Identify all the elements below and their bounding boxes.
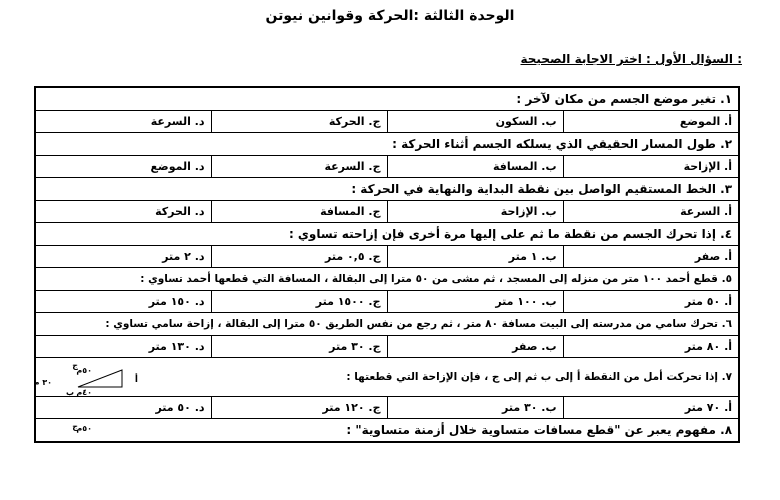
option-b[interactable]: ب. الإزاحة	[387, 201, 563, 223]
question-text: ٧. إذا تحركت أمل من النقطة أ إلى ب ثم إلى ج ، فإن الإزاحة التي قطعتها :	[346, 371, 733, 383]
option-a[interactable]: أ. صفر	[563, 246, 739, 268]
options-row	[35, 111, 739, 133]
top-length-label: ٥٠م	[76, 366, 92, 375]
question-cell	[35, 358, 739, 397]
option-b[interactable]: ب. السكون	[387, 111, 563, 133]
option-b[interactable]: ب. ١٠٠ متر	[387, 291, 563, 313]
vertex-c-label: ج	[72, 361, 78, 370]
option-a[interactable]: أ. الموضع	[563, 111, 739, 133]
options-row	[35, 397, 739, 419]
options-row	[35, 291, 739, 313]
option-d[interactable]: د. الموضع	[35, 156, 211, 178]
option-d[interactable]: د. ٢ متر	[35, 246, 211, 268]
option-c[interactable]: ج. ٣٠ متر	[211, 336, 387, 358]
question-text: ٢. طول المسار الحقيقي الذي يسلكه الجسم أثناء الحركة :	[35, 133, 739, 156]
option-b[interactable]: ب. ١ متر	[387, 246, 563, 268]
option-d[interactable]: د. الحركة	[35, 201, 211, 223]
section-title: السؤال الأول : اختر الاجابة الصحيحة :	[520, 52, 742, 66]
question-text: ٤. إذا تحرك الجسم من نقطة ما ثم على إليها مرة أخرى فإن إزاحته تساوي :	[35, 223, 739, 246]
option-a[interactable]: أ. السرعة	[563, 201, 739, 223]
triangle-diagram	[33, 360, 150, 397]
question-cell	[35, 419, 739, 443]
options-row	[35, 246, 739, 268]
unit-title: الوحدة الثالثة :الحركة وقوانين نيوتن	[265, 8, 515, 24]
options-row	[35, 201, 739, 223]
option-d[interactable]: د. السرعة	[35, 111, 211, 133]
side-length-label: ٣٠ م	[33, 378, 52, 387]
option-c[interactable]: ج. الحركة	[211, 111, 387, 133]
option-d[interactable]: د. ١٣٠ متر	[35, 336, 211, 358]
option-b[interactable]: ب. صفر	[387, 336, 563, 358]
question-row	[35, 419, 739, 443]
option-a[interactable]: أ. ٥٠ متر	[563, 291, 739, 313]
question-text: ٨. مفهوم يعبر عن "قطع مسافات متساوية خلال أزمنة متساوية" :	[346, 423, 733, 437]
option-a[interactable]: أ. الإزاحة	[563, 156, 739, 178]
option-d[interactable]: د. ١٥٠ متر	[35, 291, 211, 313]
option-c[interactable]: ج. المسافة	[211, 201, 387, 223]
option-a[interactable]: أ. ٨٠ متر	[563, 336, 739, 358]
option-c[interactable]: ج. ١٢٠ متر	[211, 397, 387, 419]
triangle-diagram-partial	[50, 421, 150, 443]
question-row	[35, 223, 739, 246]
question-row	[35, 87, 739, 111]
option-b[interactable]: ب. المسافة	[387, 156, 563, 178]
question-text: ٥. قطع أحمد ١٠٠ متر من منزله إلى المسجد ، ثم مشى من ٥٠ مترا إلى البقالة ، المسافة التي قطعها أحمد تساوي :	[35, 268, 739, 291]
vertex-c-label: ج	[72, 422, 78, 431]
vertex-a-label: أ	[134, 375, 138, 385]
question-row	[35, 133, 739, 156]
option-c[interactable]: ج. السرعة	[211, 156, 387, 178]
options-row	[35, 336, 739, 358]
bottom-length-label: ٤٠م	[76, 388, 92, 397]
option-b[interactable]: ب. ٣٠ متر	[387, 397, 563, 419]
option-c[interactable]: ج. ١٥٠٠ متر	[211, 291, 387, 313]
questions-table	[34, 86, 740, 443]
question-text: ٦. تحرك سامي من مدرسته إلى البيت مسافة ٨٠ متر ، ثم رجع من نفس الطريق ٥٠ مترا إلى البقالة ، إزاحة سامي تساوي :	[35, 313, 739, 336]
question-row	[35, 268, 739, 291]
option-c[interactable]: ج. ٠,٥ متر	[211, 246, 387, 268]
question-row	[35, 313, 739, 336]
option-a[interactable]: أ. ٧٠ متر	[563, 397, 739, 419]
vertex-b-label: ب	[65, 388, 74, 397]
option-d[interactable]: د. ٥٠ متر	[35, 397, 211, 419]
question-text: ١. تغير موضع الجسم من مكان لآخر :	[35, 87, 739, 111]
question-row	[35, 178, 739, 201]
top-length-label: ٥٠م	[76, 424, 92, 433]
options-row	[35, 156, 739, 178]
question-row	[35, 358, 739, 397]
question-text: ٣. الخط المستقيم الواصل بين نقطة البداية والنهاية في الحركة :	[35, 178, 739, 201]
